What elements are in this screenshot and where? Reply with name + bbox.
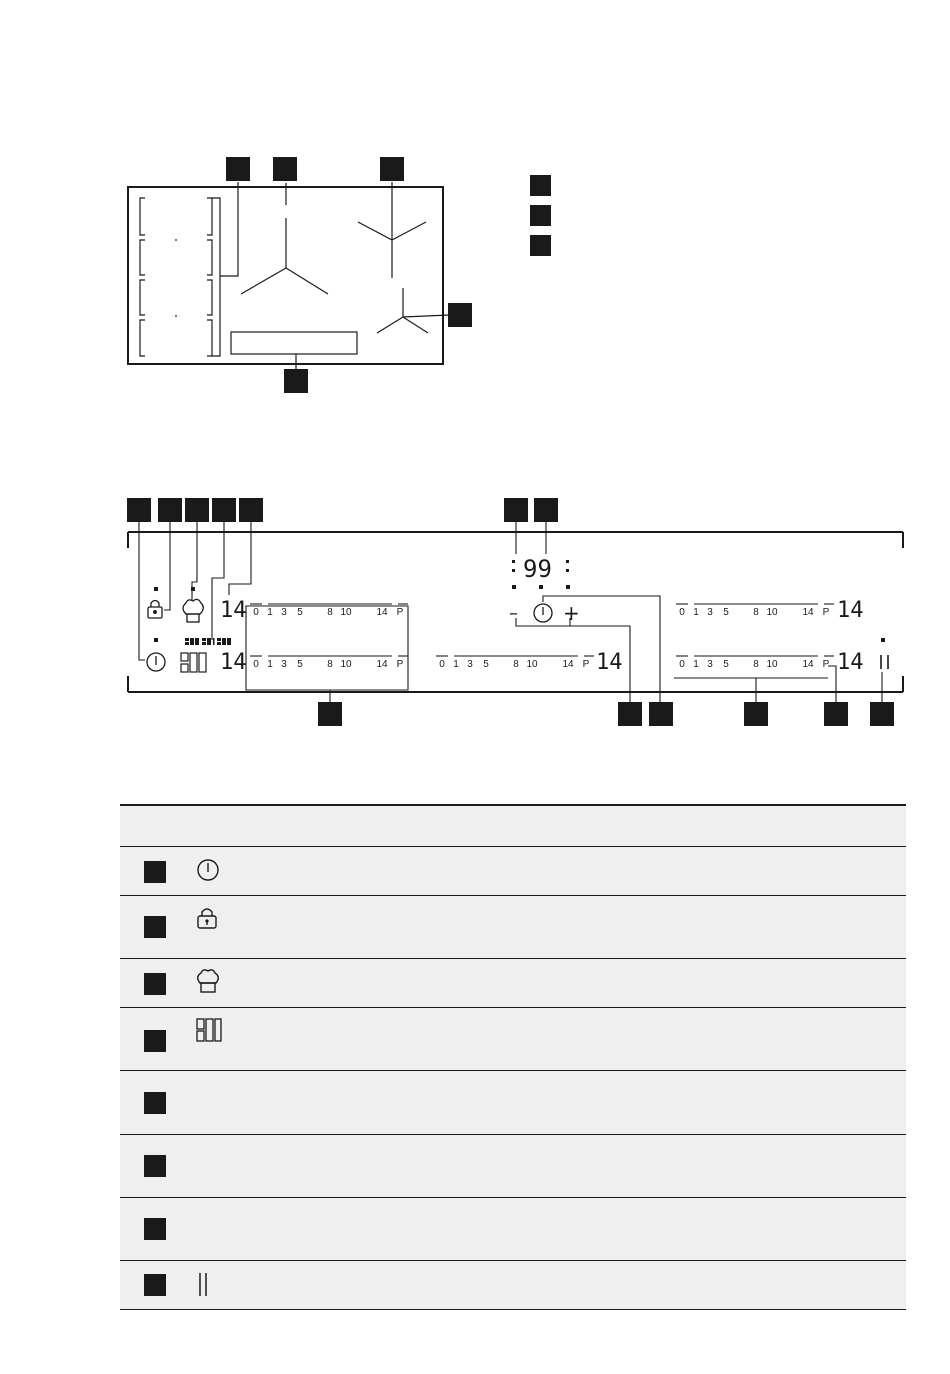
slider-mark: 10 bbox=[340, 607, 352, 618]
zone-display-left-bottom: 14 bbox=[220, 650, 247, 675]
zone-display-right-bottom: 14 bbox=[837, 650, 864, 675]
slider-mark: 0 bbox=[679, 659, 685, 670]
slider-mark: 5 bbox=[483, 659, 489, 670]
table-row bbox=[120, 1135, 906, 1198]
bridge-icon[interactable] bbox=[181, 653, 206, 672]
zone-display-right-top: 14 bbox=[837, 598, 864, 623]
power-icon bbox=[196, 858, 220, 882]
hob-to-hood-icon bbox=[196, 969, 220, 995]
slider-mark: 0 bbox=[439, 659, 445, 670]
slider-mark: 14 bbox=[562, 659, 574, 670]
slider-mark: 8 bbox=[513, 659, 519, 670]
table-row bbox=[120, 1261, 906, 1310]
slider-mark: 10 bbox=[766, 659, 778, 670]
row-marker bbox=[144, 916, 166, 938]
row-marker bbox=[144, 1218, 166, 1240]
bridge-indicator-row bbox=[185, 638, 231, 645]
slider-mark: 3 bbox=[467, 659, 473, 670]
table-row bbox=[120, 1198, 906, 1261]
slider-mark: 0 bbox=[253, 659, 259, 670]
slider-mark: 0 bbox=[679, 607, 685, 618]
lock-icon[interactable] bbox=[148, 601, 162, 619]
zone-display-middle: 14 bbox=[596, 650, 623, 675]
slider-mark: 8 bbox=[753, 607, 759, 618]
slider-mark: 10 bbox=[766, 607, 778, 618]
control-sliders bbox=[250, 604, 834, 670]
table-row bbox=[120, 959, 906, 1008]
slider-mark: 3 bbox=[281, 659, 287, 670]
timer-plus-button[interactable]: + bbox=[563, 601, 580, 625]
pause-icon bbox=[196, 1272, 210, 1298]
table-row bbox=[120, 896, 906, 959]
slider-mark: 1 bbox=[267, 607, 273, 618]
indicator-dot bbox=[881, 638, 885, 642]
table-row bbox=[120, 1008, 906, 1071]
bottom-callout-markers bbox=[318, 702, 894, 726]
slider-mark: 8 bbox=[327, 659, 333, 670]
slider-mark: P bbox=[822, 659, 830, 670]
pause-icon[interactable] bbox=[881, 655, 888, 669]
slider-mark: 0 bbox=[253, 607, 259, 618]
row-marker bbox=[144, 861, 166, 883]
slider-mark: P bbox=[582, 659, 590, 670]
timer-clock-icon[interactable] bbox=[534, 604, 552, 622]
slider-mark: 14 bbox=[802, 659, 814, 670]
slider-mark: 14 bbox=[802, 607, 814, 618]
timer-display: 99 bbox=[523, 555, 552, 583]
row-marker bbox=[144, 1092, 166, 1114]
slider-mark: P bbox=[396, 659, 404, 670]
zone-display-left-top: 14 bbox=[220, 598, 247, 623]
slider-mark: 10 bbox=[340, 659, 352, 670]
slider-mark: 1 bbox=[453, 659, 459, 670]
slider-mark: 5 bbox=[723, 607, 729, 618]
row-marker bbox=[144, 1274, 166, 1296]
indicator-dot bbox=[154, 587, 158, 591]
indicator-dot bbox=[191, 587, 195, 591]
bridge-icon bbox=[196, 1018, 222, 1044]
slider-mark: P bbox=[396, 607, 404, 618]
slider-mark: 14 bbox=[376, 607, 388, 618]
timer-minus-button[interactable]: – bbox=[509, 603, 518, 624]
description-table bbox=[120, 804, 906, 1310]
slider-mark: 5 bbox=[297, 607, 303, 618]
table-header-row bbox=[120, 806, 906, 847]
slider-mark: 5 bbox=[297, 659, 303, 670]
slider-mark: 3 bbox=[707, 607, 713, 618]
top-callout-markers bbox=[127, 498, 558, 522]
slider-mark: 1 bbox=[267, 659, 273, 670]
row-marker bbox=[144, 973, 166, 995]
slider-mark: 3 bbox=[281, 607, 287, 618]
slider-left-bottom[interactable] bbox=[250, 656, 408, 670]
lock-icon bbox=[196, 906, 218, 930]
hob-to-hood-icon[interactable] bbox=[183, 599, 203, 622]
row-marker bbox=[144, 1030, 166, 1052]
indicator-dot bbox=[154, 638, 158, 642]
slider-mark: 8 bbox=[753, 659, 759, 670]
slider-right-top[interactable] bbox=[676, 604, 834, 618]
slider-right-bottom[interactable] bbox=[676, 656, 834, 670]
slider-mark: P bbox=[822, 607, 830, 618]
slider-middle[interactable] bbox=[436, 656, 594, 670]
table-row bbox=[120, 1071, 906, 1135]
slider-mark: 10 bbox=[526, 659, 538, 670]
power-icon[interactable] bbox=[147, 653, 165, 671]
row-marker bbox=[144, 1155, 166, 1177]
slider-mark: 5 bbox=[723, 659, 729, 670]
slider-mark: 8 bbox=[327, 607, 333, 618]
slider-mark: 1 bbox=[693, 607, 699, 618]
slider-mark: 1 bbox=[693, 659, 699, 670]
table-row bbox=[120, 847, 906, 896]
slider-mark: 3 bbox=[707, 659, 713, 670]
slider-mark: 14 bbox=[376, 659, 388, 670]
